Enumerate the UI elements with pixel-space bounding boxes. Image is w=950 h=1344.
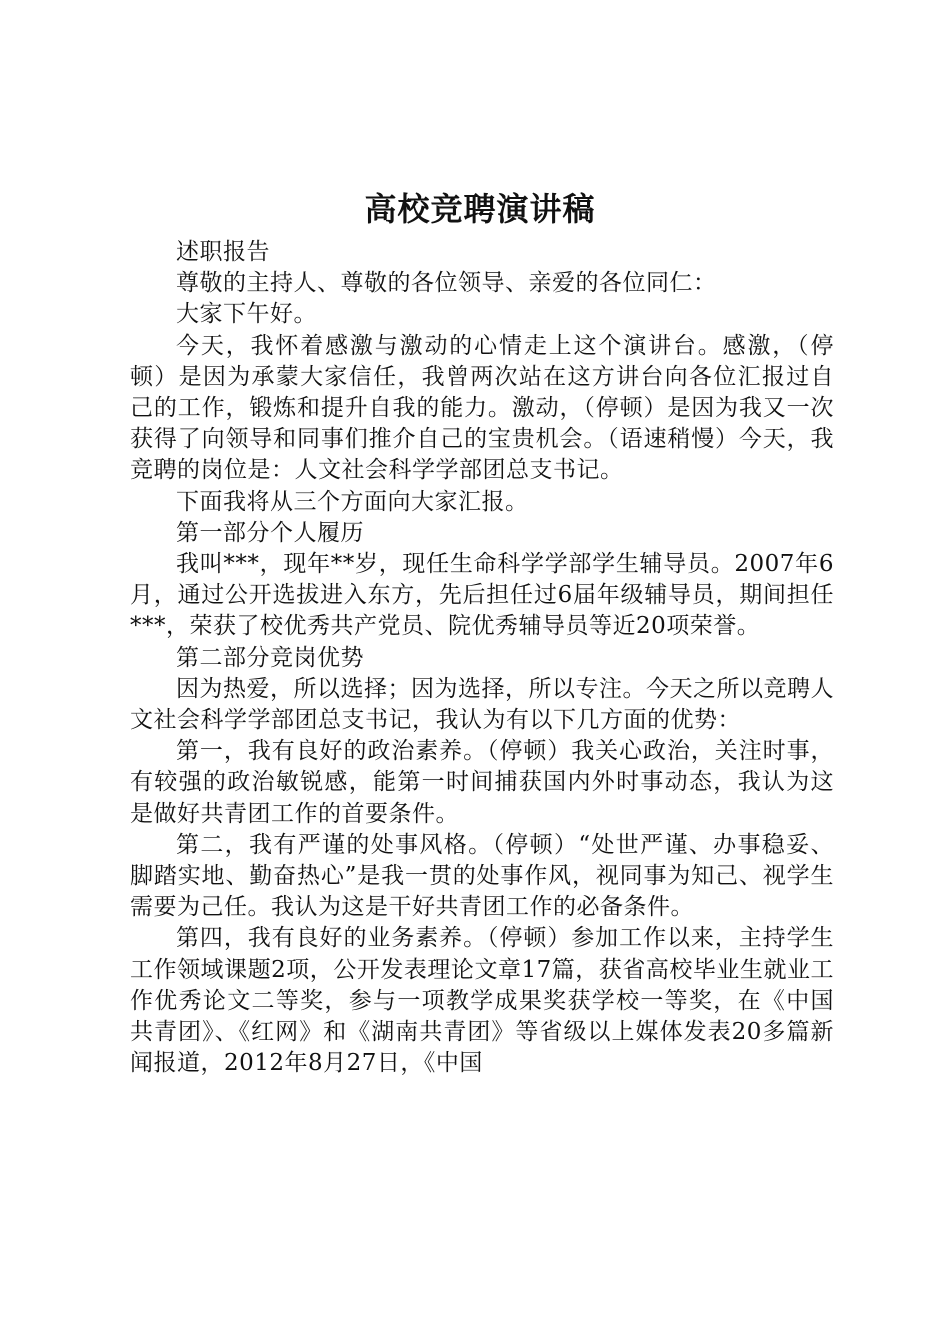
- paragraph-outline: 下面我将从三个方面向大家汇报。: [176, 488, 529, 515]
- paragraph-opening: 今天，我怀着感激与激动的心情走上这个演讲台。感激，（停顿）是因为承蒙大家信任，我曾两次站在这方讲台向各位汇报过自己的工作，锻炼和提升自我的能力。激动，（停顿）是因为我又一次获得了向领导和同事们推介自己的宝贵机会。（语速稍慢）今天，我竞聘的岗位是：人文社会科学学部团总支书记。: [130, 332, 834, 484]
- document-title: 高校竞聘演讲稿: [364, 190, 596, 228]
- section-heading-resume: 第一部分个人履历: [176, 519, 364, 546]
- paragraph-advantage-style: 第二，我有严谨的处事风格。（停顿）“处世严谨、办事稳妥、脚踏实地、勤奋热心”是我一贯的处事作风，视同事为知己、视学生需要为己任。我认为这是干好共青团工作的必备条件。: [130, 831, 834, 921]
- paragraph-salutation: 尊敬的主持人、尊敬的各位领导、亲爱的各位同仁：: [176, 270, 717, 297]
- document-body: [130, 237, 834, 1079]
- paragraph-advantage-political: 第一，我有良好的政治素养。（停顿）我关心政治，关注时事，有较强的政治敏锐感，能第一时间捕获国内外时事动态，我认为这是做好共青团工作的首要条件。: [130, 738, 834, 827]
- paragraph-advantage-professional: 第四，我有良好的业务素养。（停顿）参加工作以来，主持学生工作领域课题2项，公开发表理论文章17篇，获省高校毕业生就业工作优秀论文二等奖，参与一项教学成果奖获学校一等奖，在《中国共青团》、《红网》和《湖南共青团》等省级以上媒体发表20多篇新闻报道，2012年8月27日，《中国: [130, 925, 834, 1077]
- section-heading-advantages: 第二部分竞岗优势: [176, 644, 364, 671]
- paragraph-resume: 我叫***，现年**岁，现任生命科学学部学生辅导员。2007年6月，通过公开选拔进入东方，先后担任过6届年级辅导员，期间担任***，荣获了校优秀共产党员、院优秀辅导员等近20项荣誉。: [130, 551, 834, 640]
- paragraph-advantages-intro: 因为热爱，所以选择；因为选择，所以专注。今天之所以竞聘人文社会科学学部团总支书记，我认为有以下几方面的优势：: [130, 675, 834, 734]
- paragraph-report-label: 述职报告: [176, 239, 270, 265]
- paragraph-greeting: 大家下午好。: [176, 301, 317, 328]
